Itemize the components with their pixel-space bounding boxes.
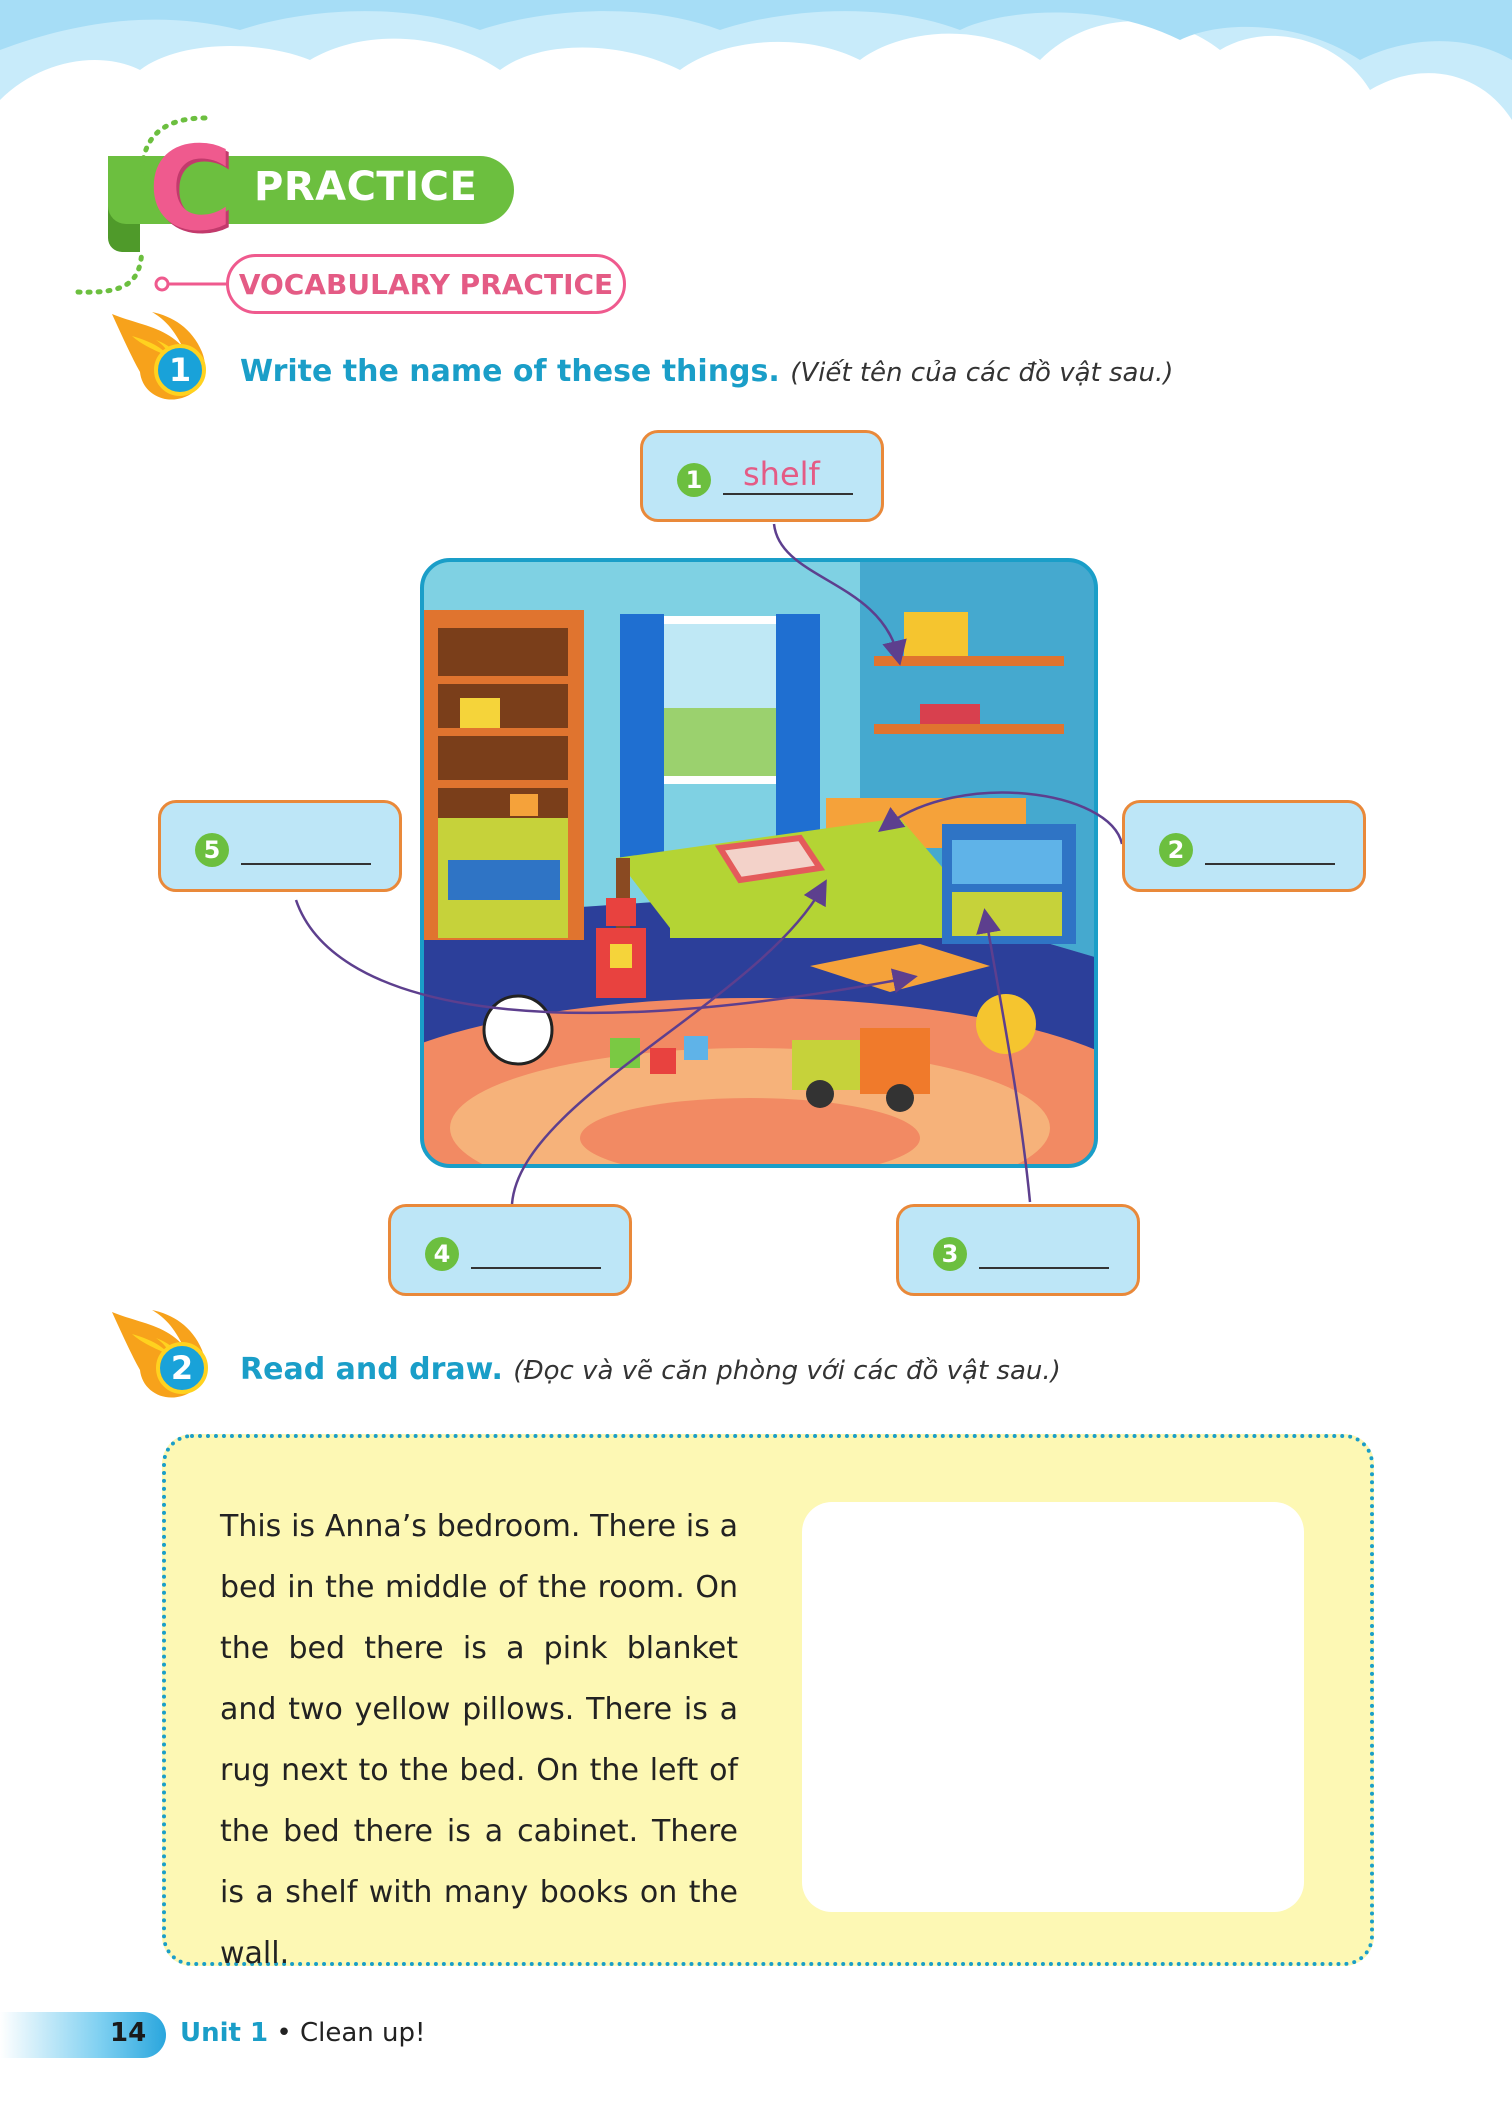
section-letter: C	[148, 122, 234, 257]
answer-text-1: shelf	[743, 455, 820, 493]
unit-label	[180, 2018, 425, 2048]
answer-line-3[interactable]	[979, 1267, 1109, 1269]
exercise-1-number: 1	[154, 344, 206, 396]
label-number-2: 2	[1159, 833, 1193, 867]
label-number-4: 4	[425, 1237, 459, 1271]
exercise-2-instruction: Read and draw.	[240, 1352, 503, 1387]
reading-passage: This is Anna’s bedroom. There is a bed in the middle of the room. On the bed there is a pink blanket and two yellow pillows. There is a rug next to the bed. On the left of the bed there is a cabinet. There is a shelf with many books on the wall.	[220, 1509, 738, 1971]
label-number-1: 1	[677, 463, 711, 497]
label-box-5[interactable]	[158, 800, 402, 892]
unit-title: Clean up!	[299, 2018, 426, 2048]
exercise-1-instruction: Write the name of these things.	[240, 354, 780, 389]
section-title: PRACTICE	[254, 164, 478, 210]
label-box-2[interactable]	[1122, 800, 1366, 892]
drawing-area[interactable]	[802, 1502, 1304, 1912]
answer-line-4[interactable]	[471, 1267, 601, 1269]
unit-separator: •	[268, 2018, 300, 2048]
answer-line-1[interactable]	[723, 493, 853, 495]
page-number: 14	[110, 2018, 147, 2048]
label-number-5: 5	[195, 833, 229, 867]
unit-number: Unit 1	[180, 2018, 269, 2048]
label-box-1[interactable]	[640, 430, 884, 522]
exercise-2-number: 2	[156, 1342, 208, 1394]
section-subtitle: VOCABULARY PRACTICE	[226, 254, 626, 314]
answer-line-5[interactable]	[241, 863, 371, 865]
label-box-4[interactable]	[388, 1204, 632, 1296]
exercise-2-translation: (Đọc và vẽ căn phòng với các đồ vật sau.)	[513, 1356, 1061, 1386]
exercise-1-translation: (Viết tên của các đồ vật sau.)	[790, 358, 1174, 388]
label-box-3[interactable]	[896, 1204, 1140, 1296]
exercise-2-title	[240, 1352, 1061, 1387]
label-number-3: 3	[933, 1237, 967, 1271]
answer-line-2[interactable]	[1205, 863, 1335, 865]
